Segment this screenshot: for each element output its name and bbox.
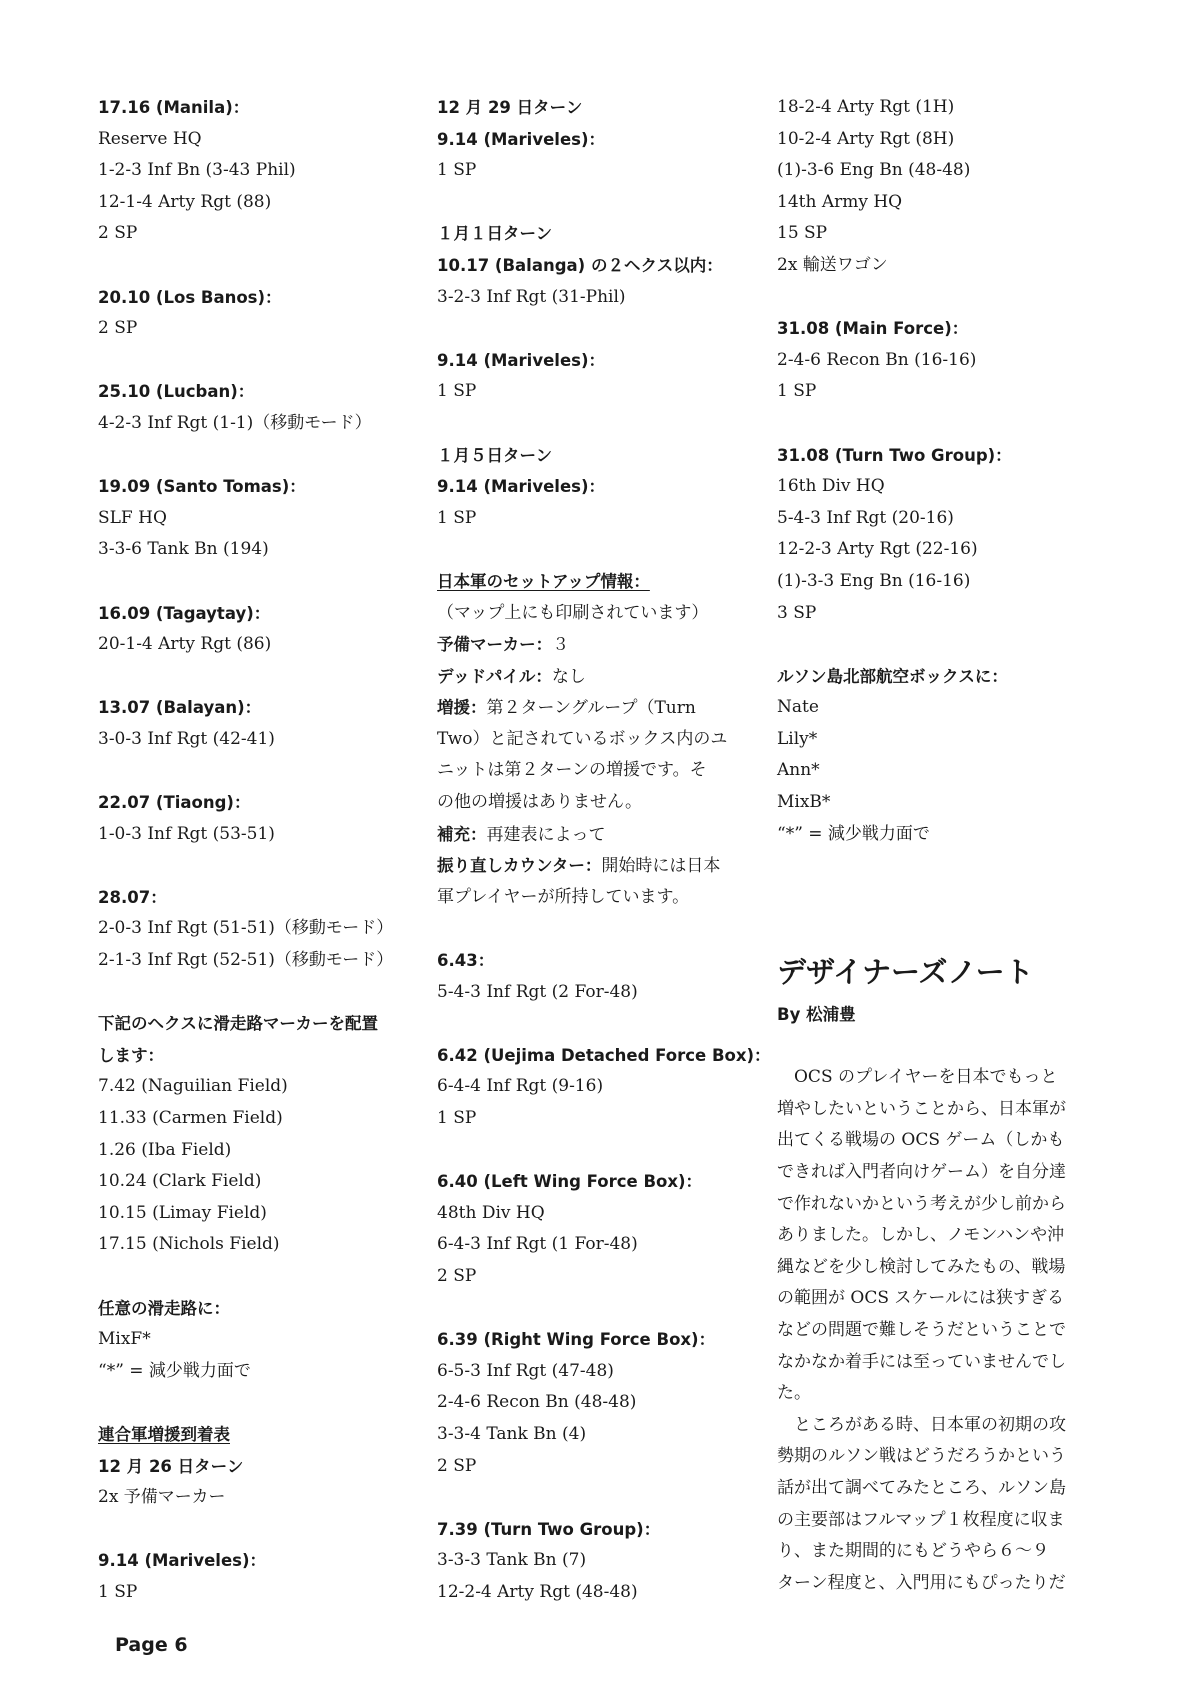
heading-line: ルソン島北部航空ボックスに： bbox=[777, 666, 1008, 686]
text-line: 3-3-4 Tank Bn (4) bbox=[437, 1423, 587, 1444]
heading-line: 連合軍増援到着表 bbox=[98, 1424, 230, 1444]
line-value: なし bbox=[551, 666, 586, 687]
text-line: 5-4-3 Inf Rgt (2 For-48) bbox=[437, 981, 638, 1002]
text-line: “*” = 減少戦力面で bbox=[98, 1360, 251, 1381]
line-label: 増援： bbox=[437, 698, 487, 718]
text-line: SLF HQ bbox=[98, 507, 167, 528]
text-line: 1 SP bbox=[437, 160, 477, 181]
text-line: Lily* bbox=[777, 728, 818, 749]
labeled-line bbox=[437, 850, 737, 882]
text-line: 2-1-3 Inf Rgt (52-51)（移動モード） bbox=[98, 950, 394, 971]
heading-line: 20.10 (Los Banos)： bbox=[98, 287, 282, 307]
blank-line bbox=[777, 882, 1077, 914]
text-line: 48th Div HQ bbox=[437, 1202, 545, 1223]
text-line: 2-4-6 Recon Bn (16-16) bbox=[777, 349, 977, 370]
line-label: 補充： bbox=[437, 824, 487, 844]
labeled-line bbox=[437, 692, 737, 724]
text-line: 10.15 (Limay Field) bbox=[98, 1202, 267, 1223]
column-2 bbox=[437, 92, 771, 1609]
text-line: 2 SP bbox=[437, 1455, 477, 1476]
heading-line: １月５日ターン bbox=[437, 445, 553, 465]
blank-line bbox=[98, 566, 398, 598]
blank-line bbox=[437, 1482, 737, 1514]
blank-line bbox=[98, 977, 398, 1009]
blank-line bbox=[98, 1387, 398, 1419]
text-line: 3-3-6 Tank Bn (194) bbox=[98, 539, 269, 560]
blank-line bbox=[777, 850, 1077, 882]
text-line: 11.33 (Carmen Field) bbox=[98, 1108, 283, 1128]
line-value: 再建表によって bbox=[486, 824, 606, 845]
text-line: なかなか着手には至っていませんでし bbox=[777, 1351, 1066, 1372]
text-line: 2-4-6 Recon Bn (48-48) bbox=[437, 1392, 637, 1413]
text-line: Ann* bbox=[777, 760, 820, 781]
heading-line: 19.09 (Santo Tomas)： bbox=[98, 477, 306, 497]
blank-line bbox=[437, 313, 737, 345]
text-line: 1 SP bbox=[437, 381, 477, 402]
text-line: できれば入門者向けゲーム）を自分達 bbox=[777, 1162, 1066, 1182]
text-line: 軍プレイヤーが所持しています。 bbox=[437, 886, 690, 907]
blank-line bbox=[777, 1031, 1077, 1063]
text-line: 3-2-3 Inf Rgt (31-Phil) bbox=[437, 286, 626, 307]
text-line: た。 bbox=[777, 1383, 811, 1404]
text-line: 1 SP bbox=[777, 381, 817, 402]
heading-line: 22.07 (Tiaong)： bbox=[98, 793, 251, 813]
blank-line bbox=[98, 440, 398, 472]
heading-line: 日本軍のセットアップ情報： bbox=[437, 571, 650, 591]
blank-line bbox=[777, 913, 1077, 945]
text-line: 14th Army HQ bbox=[777, 191, 903, 212]
text-line: 1-2-3 Inf Bn (3-43 Phil) bbox=[98, 160, 296, 181]
text-line: ありました。しかし、ノモンハンや沖 bbox=[777, 1225, 1065, 1246]
heading-line: By 松浦豊 bbox=[777, 1005, 856, 1025]
text-line: 6-5-3 Inf Rgt (47-48) bbox=[437, 1360, 614, 1381]
heading-line: 下記のヘクスに滑走路マーカーを配置 bbox=[98, 1014, 379, 1034]
text-line: 1 SP bbox=[437, 507, 477, 528]
text-line: 7.42 (Naguilian Field) bbox=[98, 1076, 288, 1097]
text-line: 18-2-4 Arty Rgt (1H) bbox=[777, 97, 955, 117]
text-line: OCS のプレイヤーを日本でもっと bbox=[777, 1067, 1058, 1088]
text-line: （マップ上にも印刷されています） bbox=[437, 602, 709, 623]
heading-line: 12 月 26 日ターン bbox=[98, 1456, 244, 1476]
text-line: 2-0-3 Inf Rgt (51-51)（移動モード） bbox=[98, 918, 394, 939]
text-line: の主要部はフルマップ１枚程度に収ま bbox=[777, 1509, 1065, 1530]
blank-line bbox=[98, 1261, 398, 1293]
labeled-line bbox=[437, 629, 737, 661]
heading-line: 任意の滑走路に： bbox=[98, 1298, 230, 1318]
blank-line bbox=[437, 408, 737, 440]
text-line: MixB* bbox=[777, 792, 831, 813]
text-line: で作れないかという考えが少し前から bbox=[777, 1193, 1066, 1214]
heading-line: 17.16 (Manila)： bbox=[98, 98, 250, 117]
line-value: ３ bbox=[552, 635, 570, 656]
text-line: 6-4-3 Inf Rgt (1 For-48) bbox=[437, 1234, 638, 1255]
blank-line bbox=[437, 187, 737, 219]
text-line: 2x 輸送ワゴン bbox=[777, 254, 888, 275]
text-line: (1)-3-6 Eng Bn (48-48) bbox=[777, 160, 971, 181]
text-line: り、また期間的にもどうやら６～９ bbox=[777, 1541, 1049, 1562]
heading-line: 10.17 (Balanga) の２ヘクス以内： bbox=[437, 255, 723, 275]
text-line: 勢期のルソン戦はどうだろうかという bbox=[777, 1446, 1066, 1467]
heading-line: 9.14 (Mariveles)： bbox=[437, 129, 605, 149]
blank-line bbox=[98, 661, 398, 693]
text-line: 3 SP bbox=[777, 602, 817, 623]
labeled-line bbox=[437, 819, 737, 851]
line-value: 開始時には日本 bbox=[601, 856, 721, 877]
text-line: (1)-3-3 Eng Bn (16-16) bbox=[777, 570, 971, 591]
text-line: 3-3-3 Tank Bn (7) bbox=[437, 1550, 587, 1571]
heading-line: 7.39 (Turn Two Group)： bbox=[437, 1519, 661, 1539]
section-title: デザイナーズノート bbox=[777, 955, 1034, 990]
blank-line bbox=[777, 282, 1077, 314]
text-line: Two）と記されているボックス内のユ bbox=[437, 728, 728, 749]
text-line: 10.24 (Clark Field) bbox=[98, 1171, 262, 1192]
line-label: デッドパイル： bbox=[437, 666, 552, 686]
line-value: 第２ターングループ（Turn bbox=[486, 698, 696, 719]
blank-line bbox=[98, 345, 398, 377]
text-line: ところがある時、日本軍の初期の攻 bbox=[777, 1414, 1066, 1435]
text-line: 2 SP bbox=[437, 1265, 477, 1286]
text-line: “*” = 減少戦力面で bbox=[777, 823, 930, 844]
text-line: 12-1-4 Arty Rgt (88) bbox=[98, 191, 272, 212]
text-line: 4-2-3 Inf Rgt (1-1)（移動モード） bbox=[98, 412, 372, 433]
blank-line bbox=[98, 850, 398, 882]
blank-line bbox=[98, 755, 398, 787]
line-label: 予備マーカー： bbox=[437, 635, 553, 655]
text-line: 1 SP bbox=[98, 1581, 138, 1602]
text-line: の範囲が OCS スケールには狭すぎる bbox=[777, 1288, 1065, 1309]
column-3 bbox=[777, 92, 1077, 1599]
text-line: 1-0-3 Inf Rgt (53-51) bbox=[98, 823, 275, 844]
heading-line: 13.07 (Balayan)： bbox=[98, 698, 262, 718]
text-line: 10-2-4 Arty Rgt (8H) bbox=[777, 128, 955, 149]
heading-line: 12 月 29 日ターン bbox=[437, 98, 583, 117]
page-number: Page 6 bbox=[115, 1634, 188, 1656]
blank-line bbox=[437, 1293, 737, 1325]
heading-line: 28.07： bbox=[98, 887, 167, 907]
blank-line bbox=[437, 1008, 737, 1040]
heading-line: 31.08 (Main Force)： bbox=[777, 319, 969, 339]
text-line: などの問題で難しそうだということで bbox=[777, 1319, 1066, 1340]
text-line: Nate bbox=[777, 697, 819, 718]
text-line: 16th Div HQ bbox=[777, 476, 885, 497]
heading-line: 6.42 (Uejima Detached Force Box)： bbox=[437, 1045, 771, 1065]
text-line: 15 SP bbox=[777, 223, 828, 244]
text-line: の他の増援はありません。 bbox=[437, 792, 643, 813]
text-line: 17.15 (Nichols Field) bbox=[98, 1234, 280, 1255]
heading-line: 6.40 (Left Wing Force Box)： bbox=[437, 1172, 703, 1192]
text-line: 12-2-4 Arty Rgt (48-48) bbox=[437, 1581, 638, 1602]
blank-line bbox=[777, 408, 1077, 440]
text-line: 2x 予備マーカー bbox=[98, 1487, 226, 1508]
text-line: 20-1-4 Arty Rgt (86) bbox=[98, 634, 272, 655]
heading-line: します： bbox=[98, 1045, 164, 1065]
heading-line: 9.14 (Mariveles)： bbox=[437, 350, 605, 370]
heading-line: １月１日ターン bbox=[437, 224, 553, 244]
labeled-line bbox=[437, 661, 737, 693]
text-line: 2 SP bbox=[98, 318, 138, 339]
heading-line: 9.14 (Mariveles)： bbox=[437, 477, 605, 497]
heading-line: 16.09 (Tagaytay)： bbox=[98, 603, 271, 623]
text-line: 2 SP bbox=[98, 223, 138, 244]
blank-line bbox=[437, 534, 737, 566]
heading-line: 6.39 (Right Wing Force Box)： bbox=[437, 1330, 716, 1350]
text-line: 1.26 (Iba Field) bbox=[98, 1139, 232, 1160]
blank-line bbox=[98, 250, 398, 282]
text-line: 1 SP bbox=[437, 1108, 477, 1128]
heading-line: 31.08 (Turn Two Group)： bbox=[777, 445, 1012, 465]
text-line: 出てくる戦場の OCS ゲーム（しかも bbox=[777, 1130, 1065, 1151]
text-line: 6-4-4 Inf Rgt (9-16) bbox=[437, 1076, 604, 1097]
text-line: 12-2-3 Arty Rgt (22-16) bbox=[777, 539, 978, 560]
heading-line: 9.14 (Mariveles)： bbox=[98, 1551, 266, 1571]
column-1 bbox=[98, 92, 398, 1609]
text-line: 話が出て調べてみたところ、ルソン島 bbox=[777, 1477, 1066, 1498]
blank-line bbox=[437, 1135, 737, 1167]
text-line: 5-4-3 Inf Rgt (20-16) bbox=[777, 507, 954, 528]
text-line: ターン程度と、入門用にもぴったりだ bbox=[777, 1572, 1066, 1593]
heading-line: 6.43： bbox=[437, 951, 495, 971]
blank-line bbox=[777, 629, 1077, 661]
text-line: Reserve HQ bbox=[98, 128, 202, 149]
blank-line bbox=[98, 1514, 398, 1546]
text-line: 縄などを少し検討してみたもの、戦場 bbox=[777, 1256, 1066, 1277]
line-label: 振り直しカウンター： bbox=[437, 856, 602, 876]
text-line: 3-0-3 Inf Rgt (42-41) bbox=[98, 728, 275, 749]
heading-line: 25.10 (Lucban)： bbox=[98, 382, 255, 402]
text-line: MixF* bbox=[98, 1329, 151, 1350]
blank-line bbox=[437, 913, 737, 945]
text-line: ニットは第２ターンの増援です。そ bbox=[437, 760, 707, 781]
text-line: 増やしたいということから、日本軍が bbox=[777, 1098, 1066, 1119]
